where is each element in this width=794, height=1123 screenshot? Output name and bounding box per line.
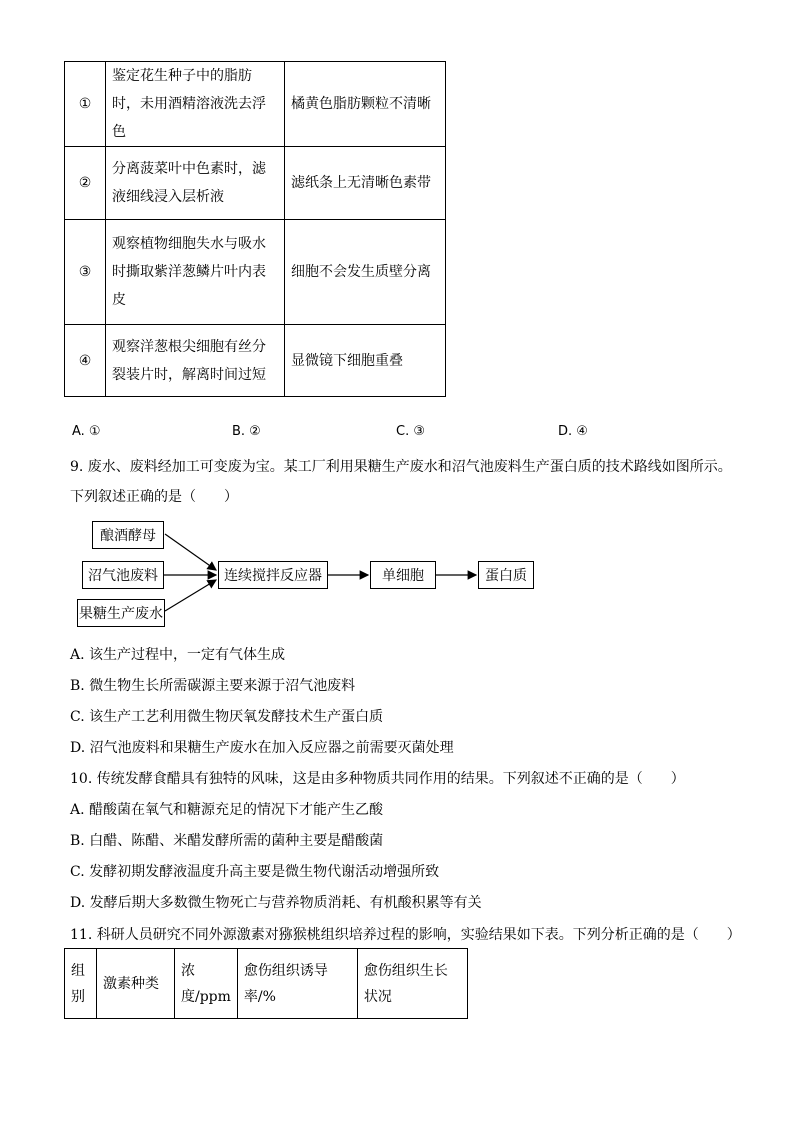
- q8-option-a: A. ①: [72, 424, 101, 439]
- q9-option-a: A. 该生产过程中，一定有气体生成: [70, 647, 286, 663]
- q9-option-c: C. 该生产工艺利用微生物厌氧发酵技术生产蛋白质: [70, 709, 384, 725]
- operation-cell: 分离菠菜叶中色素时，滤液细线浸入层析液: [106, 147, 285, 220]
- result-cell: 滤纸条上无清晰色素带: [285, 147, 446, 220]
- row-number: ④: [65, 325, 106, 397]
- flow-box-biogas-waste: 沼气池废料: [82, 561, 164, 589]
- table-header-row: [65, 949, 468, 1019]
- col-header-induction-rate: 愈伤组织诱导率/%: [237, 949, 357, 1019]
- q9-stem-line1: 9. 废水、废料经加工可变废为宝。某工厂利用果糖生产废水和沼气池废料生产蛋白质的技术路线如图所示。: [70, 459, 732, 475]
- q10-option-b: B. 白醋、陈醋、米醋发酵所需的菌种主要是醋酸菌: [70, 833, 384, 849]
- row-number: ①: [65, 62, 106, 147]
- operation-cell: 鉴定花生种子中的脂肪时，未用酒精溶液洗去浮色: [106, 62, 285, 147]
- q8-option-d: D. ④: [558, 424, 588, 439]
- flow-box-fructose-wastewater: 果糖生产废水: [77, 599, 165, 627]
- q10-option-a: A. 醋酸菌在氧气和糖源充足的情况下才能产生乙酸: [70, 802, 384, 818]
- q9-option-b: B. 微生物生长所需碳源主要来源于沼气池废料: [70, 678, 356, 694]
- q11-stem: 11. 科研人员研究不同外源激素对猕猴桃组织培养过程的影响，实验结果如下表。下列分析正确的是（ ）: [70, 927, 741, 943]
- row-number: ③: [65, 220, 106, 325]
- arrow-water-to-reactor: [165, 580, 216, 611]
- flow-box-single-cell: 单细胞: [370, 561, 436, 589]
- col-header-growth-status: 愈伤组织生长状况: [357, 949, 467, 1019]
- q8-option-b: B. ②: [232, 424, 261, 439]
- result-cell: 橘黄色脂肪颗粒不清晰: [285, 62, 446, 147]
- col-header-group: 组别: [65, 949, 97, 1019]
- q10-stem: 10. 传统发酵食醋具有独特的风味，这是由多种物质共同作用的结果。下列叙述不正确的是（ ）: [70, 771, 685, 787]
- arrow-yeast-to-reactor: [165, 534, 216, 570]
- operation-cell: 观察植物细胞失水与吸水时撕取紫洋葱鳞片叶内表皮: [106, 220, 285, 325]
- result-cell: 显微镜下细胞重叠: [285, 325, 446, 397]
- q10-option-c: C. 发酵初期发酵液温度升高主要是微生物代谢活动增强所致: [70, 864, 440, 880]
- flow-box-protein: 蛋白质: [478, 561, 534, 589]
- flow-box-reactor: 连续搅拌反应器: [218, 561, 328, 589]
- q10-option-d: D. 发酵后期大多数微生物死亡与营养物质消耗、有机酸积累等有关: [70, 895, 482, 911]
- result-cell: 细胞不会发生质壁分离: [285, 220, 446, 325]
- q8-option-c: C. ③: [396, 424, 425, 439]
- q9-stem-line2: 下列叙述正确的是（ ）: [70, 489, 238, 505]
- flow-box-yeast: 酿酒酵母: [92, 521, 164, 549]
- row-number: ②: [65, 147, 106, 220]
- q9-option-d: D. 沼气池废料和果糖生产废水在加入反应器之前需要灭菌处理: [70, 740, 454, 756]
- col-header-hormone: 激素种类: [97, 949, 175, 1019]
- col-header-concentration: 浓度/ppm: [175, 949, 238, 1019]
- hormone-table: [64, 948, 468, 1019]
- operation-cell: 观察洋葱根尖细胞有丝分裂装片时，解离时间过短: [106, 325, 285, 397]
